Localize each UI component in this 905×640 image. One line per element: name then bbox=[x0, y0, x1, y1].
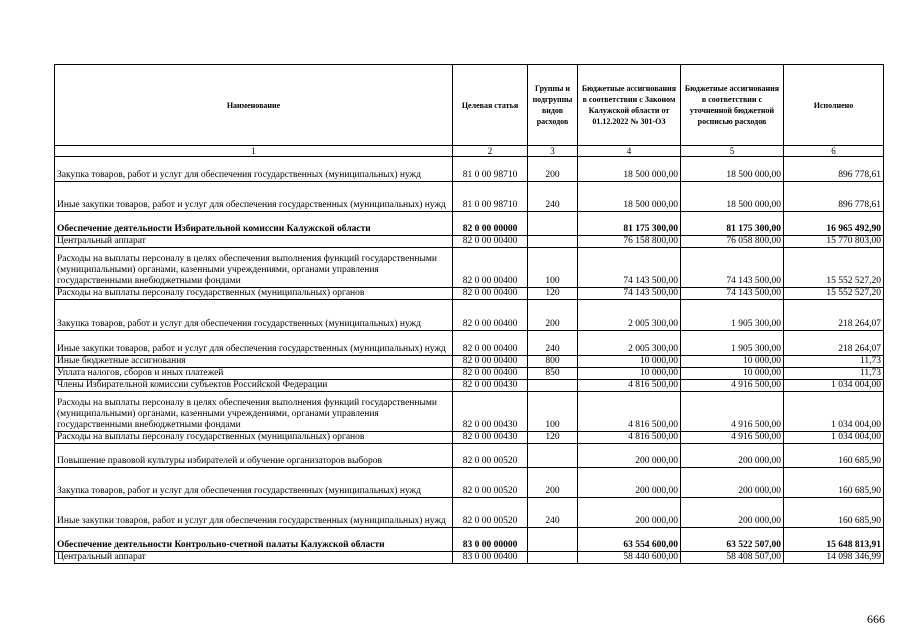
row-executed-amount: 1 034 004,00 bbox=[784, 392, 884, 432]
row-expense-group: 850 bbox=[528, 368, 578, 380]
row-refined-amount: 4 916 500,00 bbox=[681, 380, 784, 392]
table-row bbox=[55, 392, 884, 432]
col-number: 6 bbox=[784, 146, 884, 157]
row-executed-amount: 1 034 004,00 bbox=[784, 380, 884, 392]
col-header-refined: Бюджетные ассигнования в соответствии с уточненной бюджетной росписью расходов bbox=[681, 65, 784, 146]
row-name: Расходы на выплаты персоналу в целях обеспечения выполнения функций государственными (муниципальными) органами, казенными учреждениями, органами управления государственными внебюджетными фондами bbox=[55, 248, 453, 288]
table-row bbox=[55, 248, 884, 288]
col-header-group: Группы и подгруппы видов расходов bbox=[528, 65, 578, 146]
row-target-code: 82 0 00 00400 bbox=[453, 300, 528, 331]
row-executed-amount: 1 034 004,00 bbox=[784, 432, 884, 444]
row-expense-group: 200 bbox=[528, 300, 578, 331]
col-header-code: Целевая статья bbox=[453, 65, 528, 146]
row-target-code: 81 0 00 98710 bbox=[453, 182, 528, 212]
row-name: Иные закупки товаров, работ и услуг для обеспечения государственных (муниципальных) нужд bbox=[55, 498, 453, 528]
row-name: Обеспечение деятельности Избирательной комиссии Калужской области bbox=[55, 212, 453, 236]
row-law-amount: 200 000,00 bbox=[578, 444, 681, 468]
row-target-code: 82 0 00 00520 bbox=[453, 444, 528, 468]
row-target-code: 82 0 00 00400 bbox=[453, 368, 528, 380]
row-refined-amount: 74 143 500,00 bbox=[681, 248, 784, 288]
row-law-amount: 74 143 500,00 bbox=[578, 248, 681, 288]
row-executed-amount: 160 685,90 bbox=[784, 468, 884, 498]
table-row bbox=[55, 498, 884, 528]
row-expense-group bbox=[528, 236, 578, 248]
row-expense-group: 100 bbox=[528, 248, 578, 288]
row-law-amount: 76 158 800,00 bbox=[578, 236, 681, 248]
row-refined-amount: 1 905 300,00 bbox=[681, 300, 784, 331]
row-refined-amount: 63 522 507,00 bbox=[681, 528, 784, 552]
row-target-code: 82 0 00 00430 bbox=[453, 392, 528, 432]
table-row bbox=[55, 432, 884, 444]
col-number: 4 bbox=[578, 146, 681, 157]
row-target-code: 82 0 00 00400 bbox=[453, 331, 528, 356]
row-executed-amount: 15 648 813,91 bbox=[784, 528, 884, 552]
row-expense-group: 200 bbox=[528, 157, 578, 182]
col-number: 5 bbox=[681, 146, 784, 157]
row-target-code: 82 0 00 00000 bbox=[453, 212, 528, 236]
row-expense-group: 120 bbox=[528, 432, 578, 444]
table-row bbox=[55, 368, 884, 380]
row-law-amount: 81 175 300,00 bbox=[578, 212, 681, 236]
row-law-amount: 10 000,00 bbox=[578, 368, 681, 380]
row-executed-amount: 15 552 527,20 bbox=[784, 248, 884, 288]
row-target-code: 82 0 00 00520 bbox=[453, 468, 528, 498]
col-number: 3 bbox=[528, 146, 578, 157]
row-executed-amount: 11,73 bbox=[784, 356, 884, 368]
row-law-amount: 4 816 500,00 bbox=[578, 432, 681, 444]
row-target-code: 82 0 00 00400 bbox=[453, 356, 528, 368]
row-target-code: 82 0 00 00400 bbox=[453, 236, 528, 248]
row-law-amount: 4 816 500,00 bbox=[578, 392, 681, 432]
table-row bbox=[55, 468, 884, 498]
row-refined-amount: 200 000,00 bbox=[681, 498, 784, 528]
table-row bbox=[55, 380, 884, 392]
row-expense-group: 240 bbox=[528, 331, 578, 356]
row-expense-group: 240 bbox=[528, 182, 578, 212]
row-name: Центральный аппарат bbox=[55, 236, 453, 248]
row-expense-group bbox=[528, 380, 578, 392]
row-expense-group bbox=[528, 444, 578, 468]
budget-table bbox=[54, 64, 884, 564]
row-law-amount: 58 440 600,00 bbox=[578, 552, 681, 564]
row-target-code: 82 0 00 00400 bbox=[453, 288, 528, 300]
row-target-code: 82 0 00 00430 bbox=[453, 380, 528, 392]
row-executed-amount: 16 965 492,90 bbox=[784, 212, 884, 236]
row-executed-amount: 218 264,07 bbox=[784, 331, 884, 356]
row-law-amount: 18 500 000,00 bbox=[578, 157, 681, 182]
row-law-amount: 2 005 300,00 bbox=[578, 331, 681, 356]
row-law-amount: 74 143 500,00 bbox=[578, 288, 681, 300]
table-row bbox=[55, 356, 884, 368]
col-number: 1 bbox=[55, 146, 453, 157]
row-name: Расходы на выплаты персоналу государственных (муниципальных) органов bbox=[55, 432, 453, 444]
row-name: Закупка товаров, работ и услуг для обеспечения государственных (муниципальных) нужд bbox=[55, 300, 453, 331]
row-name: Закупка товаров, работ и услуг для обеспечения государственных (муниципальных) нужд bbox=[55, 468, 453, 498]
row-target-code: 82 0 00 00400 bbox=[453, 248, 528, 288]
col-header-done: Исполнено bbox=[784, 65, 884, 146]
row-executed-amount: 896 778,61 bbox=[784, 182, 884, 212]
table-body bbox=[55, 157, 884, 564]
row-executed-amount: 15 770 803,00 bbox=[784, 236, 884, 248]
row-name: Уплата налогов, сборов и иных платежей bbox=[55, 368, 453, 380]
page-number: 666 bbox=[867, 612, 885, 626]
row-name: Члены Избирательной комиссии субъектов Российской Федерации bbox=[55, 380, 453, 392]
row-law-amount: 18 500 000,00 bbox=[578, 182, 681, 212]
row-refined-amount: 4 916 500,00 bbox=[681, 432, 784, 444]
row-name: Иные закупки товаров, работ и услуг для обеспечения государственных (муниципальных) нужд bbox=[55, 331, 453, 356]
header-row bbox=[55, 65, 884, 146]
row-target-code: 81 0 00 98710 bbox=[453, 157, 528, 182]
row-expense-group bbox=[528, 552, 578, 564]
row-refined-amount: 4 916 500,00 bbox=[681, 392, 784, 432]
row-law-amount: 4 816 500,00 bbox=[578, 380, 681, 392]
row-expense-group: 200 bbox=[528, 468, 578, 498]
row-refined-amount: 10 000,00 bbox=[681, 356, 784, 368]
row-law-amount: 200 000,00 bbox=[578, 468, 681, 498]
row-executed-amount: 218 264,07 bbox=[784, 300, 884, 331]
table-row bbox=[55, 528, 884, 552]
row-expense-group bbox=[528, 528, 578, 552]
column-number-row bbox=[55, 146, 884, 157]
row-refined-amount: 81 175 300,00 bbox=[681, 212, 784, 236]
row-law-amount: 2 005 300,00 bbox=[578, 300, 681, 331]
table-row bbox=[55, 331, 884, 356]
row-refined-amount: 1 905 300,00 bbox=[681, 331, 784, 356]
row-expense-group: 100 bbox=[528, 392, 578, 432]
row-refined-amount: 76 058 800,00 bbox=[681, 236, 784, 248]
row-target-code: 82 0 00 00430 bbox=[453, 432, 528, 444]
row-refined-amount: 200 000,00 bbox=[681, 468, 784, 498]
col-header-law: Бюджетные ассигнования в соответствии с Законом Калужской области от 01.12.2022 № 301-ОЗ bbox=[578, 65, 681, 146]
row-refined-amount: 200 000,00 bbox=[681, 444, 784, 468]
table-row bbox=[55, 300, 884, 331]
row-name: Центральный аппарат bbox=[55, 552, 453, 564]
table-row bbox=[55, 288, 884, 300]
row-refined-amount: 74 143 500,00 bbox=[681, 288, 784, 300]
row-name: Расходы на выплаты персоналу государственных (муниципальных) органов bbox=[55, 288, 453, 300]
table-row bbox=[55, 552, 884, 564]
row-refined-amount: 18 500 000,00 bbox=[681, 182, 784, 212]
table-row bbox=[55, 212, 884, 236]
row-name: Иные бюджетные ассигнования bbox=[55, 356, 453, 368]
row-target-code: 83 0 00 00400 bbox=[453, 552, 528, 564]
row-name: Расходы на выплаты персоналу в целях обеспечения выполнения функций государственными (муниципальными) органами, казенными учреждениями, органами управления государственными внебюджетными фондами bbox=[55, 392, 453, 432]
row-law-amount: 63 554 600,00 bbox=[578, 528, 681, 552]
row-name: Обеспечение деятельности Контрольно-счетной палаты Калужской области bbox=[55, 528, 453, 552]
row-executed-amount: 896 778,61 bbox=[784, 157, 884, 182]
row-refined-amount: 58 408 507,00 bbox=[681, 552, 784, 564]
row-expense-group: 800 bbox=[528, 356, 578, 368]
row-executed-amount: 14 098 346,99 bbox=[784, 552, 884, 564]
row-executed-amount: 11,73 bbox=[784, 368, 884, 380]
row-executed-amount: 160 685,90 bbox=[784, 444, 884, 468]
row-target-code: 82 0 00 00520 bbox=[453, 498, 528, 528]
row-name: Иные закупки товаров, работ и услуг для обеспечения государственных (муниципальных) нужд bbox=[55, 182, 453, 212]
row-name: Закупка товаров, работ и услуг для обеспечения государственных (муниципальных) нужд bbox=[55, 157, 453, 182]
row-expense-group: 120 bbox=[528, 288, 578, 300]
row-law-amount: 200 000,00 bbox=[578, 498, 681, 528]
table-row bbox=[55, 157, 884, 182]
col-header-name: Наименование bbox=[55, 65, 453, 146]
row-law-amount: 10 000,00 bbox=[578, 356, 681, 368]
row-executed-amount: 160 685,90 bbox=[784, 498, 884, 528]
table-row bbox=[55, 444, 884, 468]
row-refined-amount: 10 000,00 bbox=[681, 368, 784, 380]
row-target-code: 83 0 00 00000 bbox=[453, 528, 528, 552]
row-name: Повышение правовой культуры избирателей и обучение организаторов выборов bbox=[55, 444, 453, 468]
row-expense-group bbox=[528, 212, 578, 236]
table-row bbox=[55, 236, 884, 248]
row-expense-group: 240 bbox=[528, 498, 578, 528]
table-row bbox=[55, 182, 884, 212]
row-executed-amount: 15 552 527,20 bbox=[784, 288, 884, 300]
row-refined-amount: 18 500 000,00 bbox=[681, 157, 784, 182]
col-number: 2 bbox=[453, 146, 528, 157]
